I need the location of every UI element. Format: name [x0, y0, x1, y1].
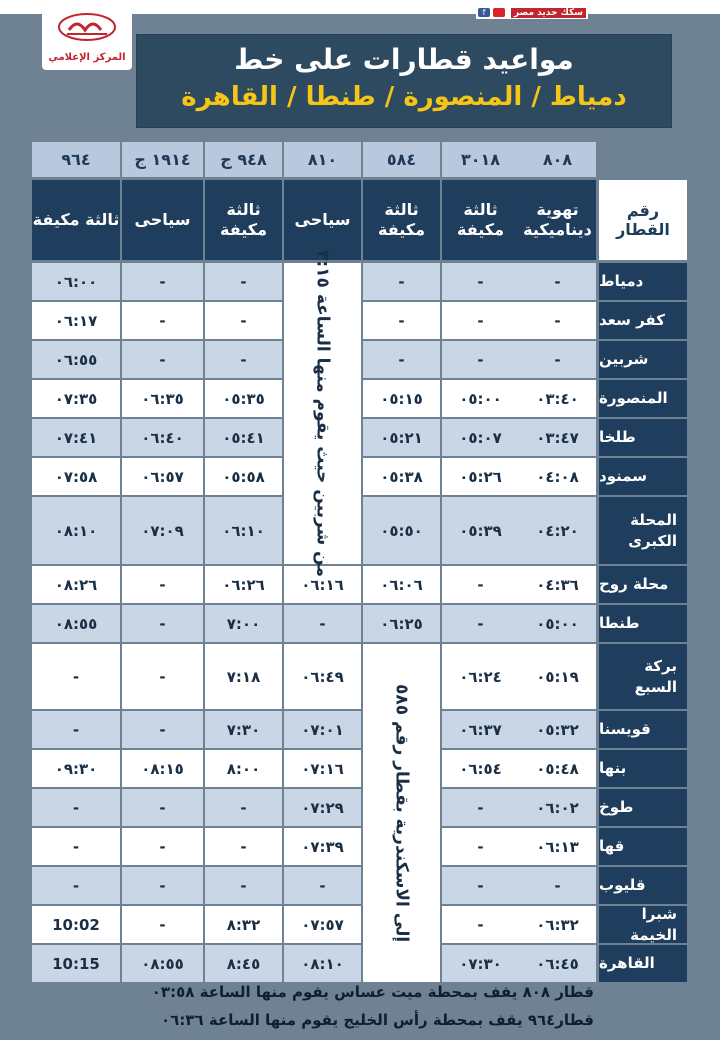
- station-name: كفر سعد: [599, 302, 687, 339]
- social-links: [476, 6, 588, 19]
- time-cell: ٠٧:٢٩: [284, 789, 361, 826]
- time-cell: ٠٦:٣٢: [519, 906, 596, 943]
- time-cell: ٠٧:٣٠: [442, 945, 519, 982]
- time-cell: ٠٨:١٠: [32, 497, 120, 564]
- time-cell: -: [519, 302, 596, 339]
- time-cell: ٠٦:٠٦: [363, 566, 440, 603]
- time-cell: ٠٥:٣٨: [363, 458, 440, 495]
- time-cell: ٠٤:٠٨: [519, 458, 596, 495]
- time-cell: ٠٨:٢٦: [32, 566, 120, 603]
- time-cell: ٠٥:٠٠: [519, 605, 596, 642]
- train-number: ٩٤٨ ج: [205, 142, 282, 177]
- time-cell: -: [519, 341, 596, 378]
- time-cell: ٠٥:٥٨: [205, 458, 282, 495]
- time-cell: ٠٦:٣٧: [442, 711, 519, 748]
- facebook-icon[interactable]: f: [478, 8, 490, 17]
- time-cell: ٠٦:٢٤: [442, 644, 519, 709]
- time-cell: ٠٥:٢٦: [442, 458, 519, 495]
- train-number-label: رقم القطار: [599, 180, 687, 260]
- time-cell: ٠٥:٣٩: [442, 497, 519, 564]
- time-cell: 10:15: [32, 945, 120, 982]
- time-cell: ٠٤:٣٦: [519, 566, 596, 603]
- time-cell: ٧:٣٠: [205, 711, 282, 748]
- time-cell: -: [442, 302, 519, 339]
- train-number: ٣٠١٨: [442, 142, 519, 177]
- train-class: ثالثة مكيفة: [363, 180, 440, 260]
- train-number: ٨٠٨: [519, 142, 596, 177]
- time-cell: ٠٨:١٥: [122, 750, 203, 787]
- time-cell: ٠٧:٥٨: [32, 458, 120, 495]
- time-cell: ٠٦:٢٥: [363, 605, 440, 642]
- station-name: طنطا: [599, 605, 687, 642]
- time-cell: -: [442, 906, 519, 943]
- time-cell: ٨:٤٥: [205, 945, 282, 982]
- time-cell: -: [205, 341, 282, 378]
- train-class: ثالثة مكيفة: [205, 180, 282, 260]
- time-cell: -: [442, 828, 519, 865]
- time-cell: ٠٦:٥٧: [122, 458, 203, 495]
- time-cell: ٠٦:٥٥: [32, 341, 120, 378]
- time-cell: -: [284, 867, 361, 904]
- time-cell: ٧:١٨: [205, 644, 282, 709]
- time-cell: ٠٩:٣٠: [32, 750, 120, 787]
- station-name: قها: [599, 828, 687, 865]
- time-cell: ٠٥:٤٨: [519, 750, 596, 787]
- title-line-1: مواعيد قطارات على خط: [234, 43, 574, 76]
- time-cell: ٠٦:٤٠: [122, 419, 203, 456]
- time-cell: ٠٦:١٠: [205, 497, 282, 564]
- time-cell: ٠٦:١٧: [32, 302, 120, 339]
- time-cell: -: [442, 605, 519, 642]
- time-cell: ٠٦:١٣: [519, 828, 596, 865]
- time-cell: -: [205, 302, 282, 339]
- footnote-1: قطار ٨٠٨ يقف بمحطة ميت عساس يقوم منها الساعة ٠٣:٥٨: [151, 983, 594, 1001]
- time-cell: -: [32, 867, 120, 904]
- time-cell: -: [205, 263, 282, 300]
- time-cell: ٠٧:٣٥: [32, 380, 120, 417]
- time-cell: -: [122, 867, 203, 904]
- time-cell: ٠٦:٢٦: [205, 566, 282, 603]
- time-cell: -: [363, 341, 440, 378]
- time-cell: ٠٥:٣٢: [519, 711, 596, 748]
- time-cell: -: [519, 867, 596, 904]
- time-cell: ٠٨:٥٥: [122, 945, 203, 982]
- train-class: ثالثة مكيفة: [442, 180, 519, 260]
- time-cell: 10:02: [32, 906, 120, 943]
- time-cell: -: [205, 867, 282, 904]
- time-cell: ٠٨:١٠: [284, 945, 361, 982]
- time-cell: ٠٦:٣٥: [122, 380, 203, 417]
- time-cell: -: [284, 605, 361, 642]
- time-cell: -: [122, 566, 203, 603]
- train-584-destination-note: [363, 644, 440, 982]
- time-cell: ٠٥:٥٠: [363, 497, 440, 564]
- time-cell: -: [122, 789, 203, 826]
- train-810-origin-text: من شربين حيث يقوم منها الساعة ٣:١٥: [312, 250, 333, 577]
- time-cell: -: [32, 789, 120, 826]
- time-cell: -: [122, 644, 203, 709]
- train-class: سياحى: [122, 180, 203, 260]
- station-name: شربين: [599, 341, 687, 378]
- time-cell: -: [122, 711, 203, 748]
- time-cell: -: [122, 828, 203, 865]
- station-name: بركة السبع: [599, 644, 687, 709]
- time-cell: ٠٥:٣٥: [205, 380, 282, 417]
- time-cell: ٠٥:١٩: [519, 644, 596, 709]
- time-cell: -: [122, 341, 203, 378]
- train-number: ٨١٠: [284, 142, 361, 177]
- time-cell: -: [122, 263, 203, 300]
- station-name: المحلة الكبرى: [599, 497, 687, 564]
- media-center-logo: [42, 8, 132, 70]
- title-line-2: دمياط / المنصورة / طنطا / القاهرة: [181, 82, 627, 112]
- time-cell: ٠٧:٤١: [32, 419, 120, 456]
- time-cell: ٠٦:٤٥: [519, 945, 596, 982]
- time-cell: -: [519, 263, 596, 300]
- time-cell: ٠٣:٤٠: [519, 380, 596, 417]
- train-number: ٩٦٤: [32, 142, 120, 177]
- time-cell: -: [363, 302, 440, 339]
- time-cell: -: [122, 605, 203, 642]
- time-cell: ٠٥:٢١: [363, 419, 440, 456]
- time-cell: ٠٥:٤١: [205, 419, 282, 456]
- station-name: بنها: [599, 750, 687, 787]
- logo-text: المركز الإعلامي: [48, 52, 126, 63]
- time-cell: ٨:٣٢: [205, 906, 282, 943]
- time-cell: -: [442, 566, 519, 603]
- train-number: ١٩١٤ ج: [122, 142, 203, 177]
- time-cell: ٠٦:١٦: [284, 566, 361, 603]
- station-name: شبرا الخيمة: [599, 906, 687, 943]
- time-cell: ٠٤:٢٠: [519, 497, 596, 564]
- time-cell: -: [442, 789, 519, 826]
- time-cell: ٠٥:١٥: [363, 380, 440, 417]
- rail-logo-icon: [57, 12, 117, 42]
- train-number: ٥٨٤: [363, 142, 440, 177]
- time-cell: ٨:٠٠: [205, 750, 282, 787]
- station-name: دمياط: [599, 263, 687, 300]
- time-cell: ٠٨:٥٥: [32, 605, 120, 642]
- station-name: قليوب: [599, 867, 687, 904]
- time-cell: ٠٦:٥٤: [442, 750, 519, 787]
- station-name: قويسنا: [599, 711, 687, 748]
- time-cell: ٠٦:٠٠: [32, 263, 120, 300]
- time-cell: ٠٦:٠٢: [519, 789, 596, 826]
- footnote-2: قطار٩٦٤ يقف بمحطة رأس الخليج يقوم منها الساعة ٠٦:٣٦: [161, 1011, 594, 1029]
- time-cell: ٠٧:٠١: [284, 711, 361, 748]
- train-class: ثالثة مكيفة: [32, 180, 120, 260]
- time-cell: ٠٣:٤٧: [519, 419, 596, 456]
- time-cell: ٠٧:٠٩: [122, 497, 203, 564]
- station-name: محلة روح: [599, 566, 687, 603]
- time-cell: ٠٥:٠٠: [442, 380, 519, 417]
- train-584-destination-text: إلى الاسكندرية بقطار رقم ٥٨٥: [391, 683, 412, 943]
- train-class: سياحى: [284, 180, 361, 260]
- time-cell: -: [442, 263, 519, 300]
- train-class: تهوية ديناميكية: [519, 180, 596, 260]
- time-cell: ٠٦:٤٩: [284, 644, 361, 709]
- youtube-icon[interactable]: [493, 8, 505, 17]
- time-cell: -: [32, 711, 120, 748]
- time-cell: ٠٧:١٦: [284, 750, 361, 787]
- time-cell: -: [32, 644, 120, 709]
- time-cell: ٠٧:٥٧: [284, 906, 361, 943]
- time-cell: ٧:٠٠: [205, 605, 282, 642]
- train-810-origin-note: [284, 250, 361, 577]
- time-cell: -: [205, 828, 282, 865]
- time-cell: -: [442, 341, 519, 378]
- time-cell: -: [205, 789, 282, 826]
- station-name: المنصورة: [599, 380, 687, 417]
- station-name: القاهرة: [599, 945, 687, 982]
- time-cell: -: [442, 867, 519, 904]
- time-cell: ٠٧:٣٩: [284, 828, 361, 865]
- time-cell: -: [122, 906, 203, 943]
- time-cell: -: [32, 828, 120, 865]
- time-cell: ٠٥:٠٧: [442, 419, 519, 456]
- title-panel: [136, 34, 672, 128]
- station-name: طوخ: [599, 789, 687, 826]
- station-name: طلخا: [599, 419, 687, 456]
- page-name: سكك حديد مصر: [511, 8, 586, 18]
- station-name: سمنود: [599, 458, 687, 495]
- time-cell: -: [122, 302, 203, 339]
- time-cell: -: [363, 263, 440, 300]
